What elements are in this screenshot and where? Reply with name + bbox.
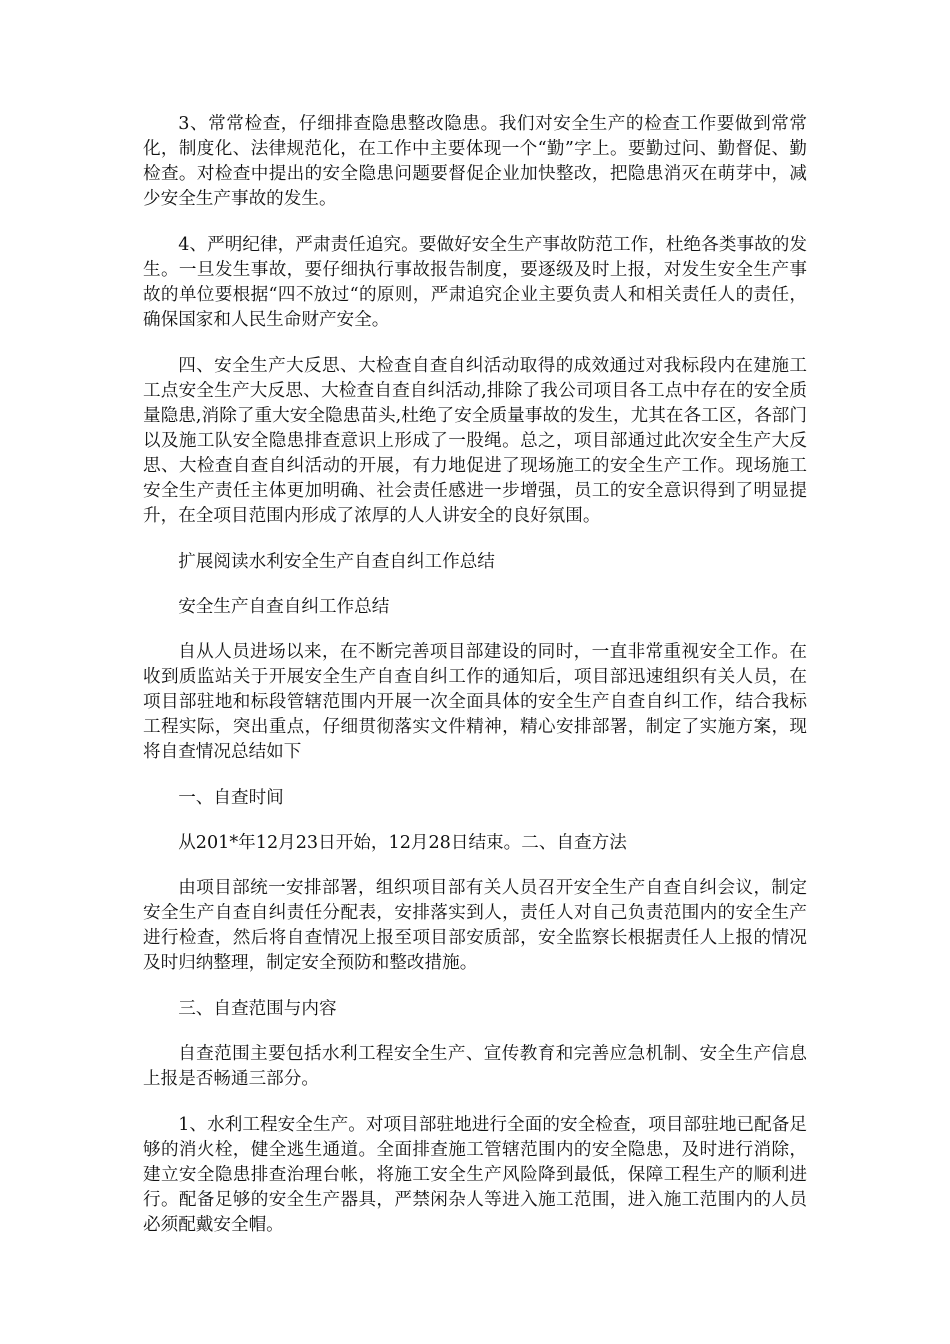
heading-scope-content: 三、自查范围与内容	[178, 999, 337, 1019]
paragraph-check-often: 3、常常检查，仔细排查隐患整改隐患。我们对安全生产的检查工作要做到常常化，制度化、法律规范化，在工作中主要体现一个“勤”字上。要勤过问、勤督促、勤检查。对检查中提出的安全隐患问题要督促企业加快整改，把隐患消灭在萌芽中，减少安全生产事故的发生。	[143, 114, 807, 209]
paragraph-strict-discipline: 4、严明纪律，严肃责任追究。要做好安全生产事故防范工作，杜绝各类事故的发生。一旦发生事故，要仔细执行事故报告制度，要逐级及时上报，对发生安全生产事故的单位要根据“四不放过“的原则，严肃追究企业主要负责人和相关责任人的责任，确保国家和人民生命财产安全。	[143, 235, 807, 330]
paragraph-summary-title: 安全生产自查自纠工作总结	[178, 597, 390, 617]
paragraph-date-range: 从201*年12月23日开始，12月28日结束。二、自查方法	[178, 833, 627, 853]
paragraph-introduction: 自从人员进场以来，在不断完善项目部建设的同时，一直非常重视安全工作。在收到质监站关于开展安全生产自查自纠工作的通知后，项目部迅速组织有关人员，在项目部驻地和标段管辖范围内开展一次全面具体的安全生产自查自纠工作，结合我标工程实际，突出重点，仔细贯彻落实文件精神，精心安排部署，制定了实施方案，现将自查情况总结如下	[143, 642, 807, 762]
paragraph-water-project-safety: 1、水利工程安全生产。对项目部驻地进行全面的安全检查，项目部驻地已配备足够的消火栓，健全逃生通道。全面排查施工管辖范围内的安全隐患，及时进行消除，建立安全隐患排查治理台帐，将施工安全生产风险降到最低，保障工程生产的顺利进行。配备足够的安全生产器具，严禁闲杂人等进入施工范围，进入施工范围内的人员必须配戴安全帽。	[143, 1115, 807, 1235]
heading-self-check-time: 一、自查时间	[178, 788, 284, 808]
paragraph-method: 由项目部统一安排部署，组织项目部有关人员召开安全生产自查自纠会议，制定安全生产自查自纠责任分配表，安排落实到人，责任人对自己负责范围内的安全生产进行检查，然后将自查情况上报至项目部安质部，安全监察长根据责任人上报的情况及时归纳整理，制定安全预防和整改措施。	[143, 878, 807, 973]
paragraph-scope: 自查范围主要包括水利工程安全生产、宣传教育和完善应急机制、安全生产信息上报是否畅通三部分。	[143, 1044, 807, 1089]
paragraph-results: 四、安全生产大反思、大检查自查自纠活动取得的成效通过对我标段内在建施工工点安全生产大反思、大检查自查自纠活动,排除了我公司项目各工点中存在的安全质量隐患,消除了重大安全隐患苗头,杜绝了安全质量事故的发生，尤其在各工区，各部门以及施工队安全隐患排查意识上形成了一股绳。总之，项目部通过此次安全生产大反思、大检查自查自纠活动的开展，有力地促进了现场施工的安全生产工作。现场施工安全生产责任主体更加明确、社会责任感进一步增强，员工的安全意识得到了明显提升，在全项目范围内形成了浓厚的人人讲安全的良好氛围。	[143, 356, 807, 526]
paragraph-extended-reading: 扩展阅读水利安全生产自查自纠工作总结	[178, 552, 495, 572]
document-body	[143, 112, 807, 1259]
